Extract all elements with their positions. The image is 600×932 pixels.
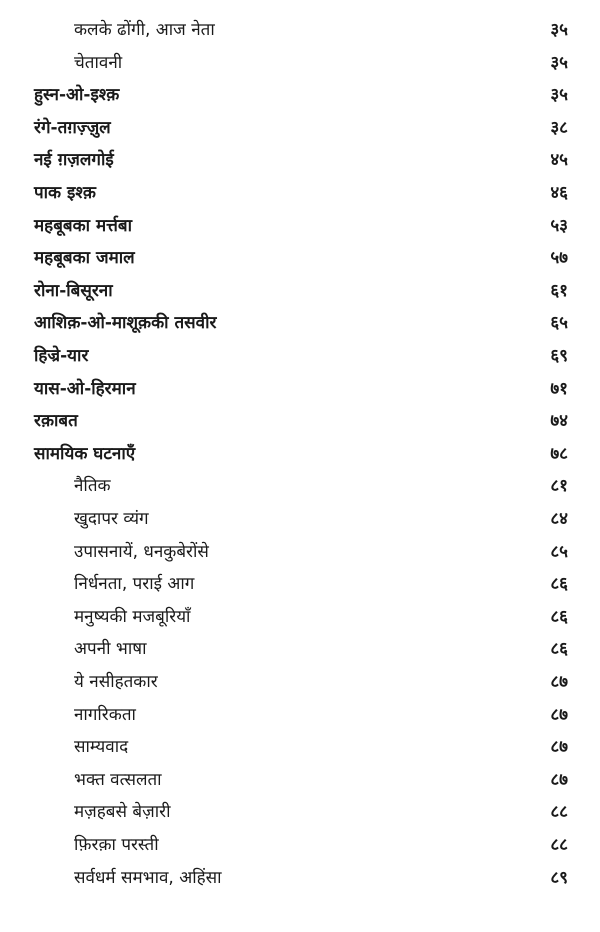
toc-entry-title: हुस्न-ओ-इश्क़ (34, 85, 120, 106)
toc-entry-page: ८६ (550, 574, 568, 595)
toc-entry-title: आशिक़-ओ-माशूक़की तसवीर (34, 313, 217, 334)
toc-entry-title: ये नसीहतकार (74, 672, 158, 692)
toc-entry (0, 764, 600, 796)
toc-entry (0, 307, 600, 339)
toc-entry-page: ८७ (550, 704, 568, 725)
toc-entry-title: पाक इश्क़ (34, 183, 96, 203)
toc-entry (0, 503, 600, 535)
toc-entry-page: ३५ (550, 52, 568, 73)
toc-entry-page: ८१ (550, 476, 568, 497)
toc-entry (0, 536, 600, 568)
toc-entry-title: निर्धनता, पराई आग (74, 574, 195, 595)
toc-entry (0, 79, 600, 111)
toc-entry-title: भक्त वत्सलता (74, 769, 162, 790)
toc-entry-title: फ़िरक़ा परस्ती (74, 835, 159, 855)
toc-entry-page: ८४ (550, 509, 568, 529)
toc-entry (0, 796, 600, 828)
toc-entry-title: नैतिक (74, 476, 111, 497)
toc-entry-title: नई ग़ज़लगोई (34, 150, 114, 171)
toc-entry (0, 862, 600, 894)
toc-entry (0, 47, 600, 79)
toc-entry-page: ८९ (550, 867, 568, 888)
toc-entry-title: उपासनायें, धनकुबेरोंसे (74, 541, 209, 562)
toc-entry-page: ७४ (550, 411, 568, 432)
toc-entry-title: सर्वधर्म समभाव, अहिंसा (74, 867, 222, 888)
toc-entry-page: ४५ (550, 150, 568, 171)
toc-entry-page: ६९ (550, 346, 568, 366)
toc-entry-title: रक़ाबत (34, 411, 78, 432)
toc-entry (0, 210, 600, 242)
toc-entry-title: कलके ढोंगी, आज नेता (74, 20, 215, 40)
toc-entry-page: ५३ (550, 215, 568, 236)
toc-entry (0, 275, 600, 307)
toc-entry-title: खुदापर व्यंग (74, 509, 149, 529)
toc-entry (0, 14, 600, 46)
toc-entry (0, 242, 600, 274)
toc-entry-title: अपनी भाषा (74, 639, 147, 660)
toc-entry-title: मज़हबसे बेज़ारी (74, 802, 171, 823)
table-of-contents (0, 14, 600, 914)
toc-entry (0, 405, 600, 437)
toc-entry-page: ८५ (550, 541, 568, 562)
toc-entry-title: चेतावनी (74, 52, 123, 73)
toc-entry (0, 438, 600, 470)
toc-entry-title: रोना-बिसूरना (34, 280, 113, 301)
toc-entry (0, 470, 600, 502)
toc-entry (0, 177, 600, 209)
toc-entry (0, 112, 600, 144)
toc-entry-page: ६१ (550, 280, 568, 301)
toc-entry-page: ८७ (550, 737, 568, 758)
toc-entry (0, 731, 600, 763)
toc-entry-title: यास-ओ-हिरमान (34, 378, 136, 399)
toc-entry (0, 144, 600, 176)
toc-entry-title: सामयिक घटनाएँ (34, 443, 136, 464)
toc-entry (0, 699, 600, 731)
toc-entry-page: ८६ (550, 606, 568, 627)
toc-entry-title: महबूबका मर्त्तबा (34, 215, 133, 236)
toc-entry-title: हिज्रे-यार (34, 346, 89, 366)
toc-entry-page: ८७ (550, 769, 568, 790)
toc-entry-page: ४६ (550, 183, 568, 203)
toc-entry-page: ५७ (550, 248, 568, 269)
toc-entry (0, 829, 600, 861)
toc-entry (0, 568, 600, 600)
toc-entry-page: ७८ (550, 443, 568, 464)
toc-entry-page: ६५ (550, 313, 568, 334)
toc-entry-page: ८८ (550, 802, 568, 823)
toc-entry-title: रंगे-तग़ज़्ज़ुल (34, 117, 111, 138)
toc-entry (0, 373, 600, 405)
toc-entry-title: महबूबका जमाल (34, 248, 135, 269)
toc-entry-page: ७१ (550, 378, 568, 399)
toc-entry-page: ३५ (550, 20, 568, 40)
toc-entry (0, 340, 600, 372)
toc-entry (0, 666, 600, 698)
toc-entry-title: साम्यवाद (74, 737, 129, 758)
toc-entry-title: नागरिकता (74, 704, 136, 725)
toc-entry-page: ८८ (550, 835, 568, 855)
toc-entry (0, 633, 600, 665)
toc-entry-title: मनुष्यकी मजबूरियाँ (74, 606, 191, 627)
toc-entry-page: ३५ (550, 85, 568, 106)
toc-entry-page: ८७ (550, 672, 568, 692)
toc-entry-page: ३८ (550, 117, 568, 138)
toc-entry (0, 601, 600, 633)
toc-entry-page: ८६ (550, 639, 568, 660)
